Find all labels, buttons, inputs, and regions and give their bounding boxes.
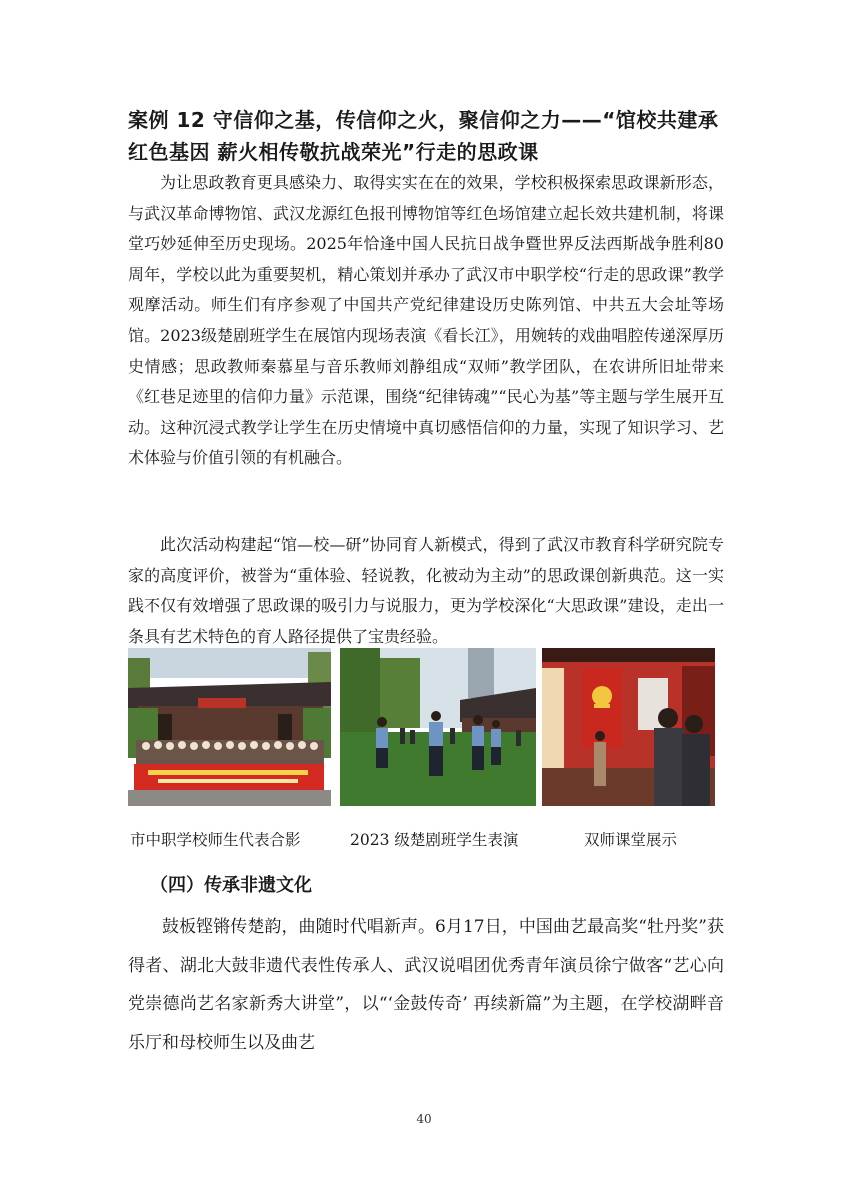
group-photo xyxy=(128,648,331,806)
section-heading: （四）传承非遗文化 xyxy=(150,875,312,896)
photo-caption-dual-teacher: 双师课堂展示 xyxy=(584,831,678,849)
paragraph-intro: 为让思政教育更具感染力、取得实实在在的效果，学校积极探索思政课新形态，与武汉革命博物馆、武汉龙源红色报刊博物馆等红色场馆建立起长效共建机制，将课堂巧妙延伸至历史现场。2025年恰逢中国人民抗日战争暨世界反法西斯战争胜利80周年，学校以此为重要契机，精心策划并承办了武汉市中职学校“行走的思政课”教学观摩活动。师生们有序参观了中国共产党纪律建设历史陈列馆、中共五大会址等场馆。2023级楚剧班学生在展馆内现场表演《看长江》，用婉转的戏曲唱腔传递深厚历史情感；思政教师秦慕星与音乐教师刘静组成“双师”教学团队，在农讲所旧址带来《红巷足迹里的信仰力量》示范课，围绕“纪律铸魂”“民心为基”等主题与学生展开互动。这种沉浸式教学让学生在历史情境中真切感悟信仰的力量，实现了知识学习、艺术体验与价值引领的有机融合。 xyxy=(128,173,724,468)
opera-performance-photo xyxy=(340,648,536,806)
photo-caption-group: 市中职学校师生代表合影 xyxy=(130,831,301,849)
paragraph-evaluation: 此次活动构建起“馆—校—研”协同育人新模式，得到了武汉市教育科学研究院专家的高度评价，被誉为“重体验、轻说教，化被动为主动”的思政课创新典范。这一实践不仅有效增强了思政课的吸引力与说服力，更为学校深化“大思政课”建设，走出一条具有艺术特色的育人路径提供了宝贵经验。 xyxy=(128,535,724,646)
paragraph-intangible-heritage: 鼓板铿锵传楚韵，曲随时代唱新声。6月17日，中国曲艺最高奖“牡丹奖”获得者、湖北大鼓非遗代表性传承人、武汉说唱团优秀青年演员徐宁做客“艺心向党崇德尚艺名家新秀大讲堂”，以“‘金鼓传奇’ 再续新篇”为主题，在学校湖畔音乐厅和母校师生以及曲艺 xyxy=(128,917,724,1053)
photo-strip xyxy=(128,648,716,806)
case-title: 案例 12 守信仰之基，传信仰之火，聚信仰之力——“馆校共建承红色基因 薪火相传敬抗战荣光”行走的思政课 xyxy=(128,108,719,164)
page-number: 40 xyxy=(416,1112,432,1126)
dual-teacher-class-photo xyxy=(542,648,715,806)
photo-caption-performance: 2023 级楚剧班学生表演 xyxy=(350,831,519,849)
